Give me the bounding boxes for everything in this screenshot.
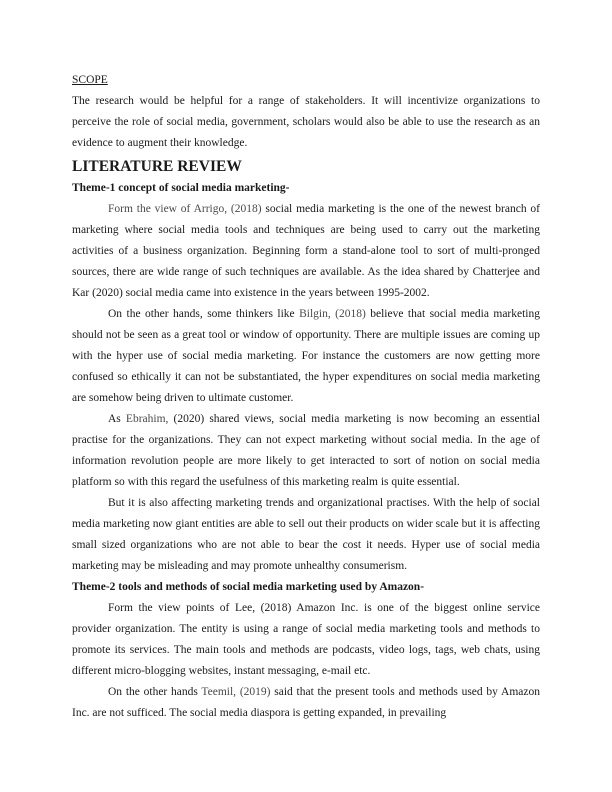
theme1-heading: Theme-1 concept of social media marketing-	[72, 182, 290, 194]
citation: Form the view of Arrigo, (2018)	[108, 203, 262, 215]
paragraph-lead: On the other hands, some thinkers like	[108, 308, 300, 320]
theme2-paragraph-1	[72, 598, 540, 682]
theme1-paragraph-4: But it is also affecting marketing trends and organizational practises. With the help of social media marketing now giant entities are able to sell out their products on wider scale but it is affecting small sized organizations who are not able to bear the cost it needs. Hyper use of social media marketing may be misleading and may promote unhealthy consumerism.	[72, 497, 540, 572]
citation: Bilgin, (2018)	[299, 308, 366, 320]
scope-paragraph: The research would be helpful for a range of stakeholders. It will incentivize organizations to perceive the role of social media, government, scholars would also be able to use the research as an evidence to augment their knowledge.	[72, 95, 540, 149]
theme2-paragraph-2	[72, 682, 540, 724]
paragraph-text: social media marketing is the one of the newest branch of marketing where social media tools and techniques are being used to carry out the marketing activities of a business organization. Beginning form a stand-alone tool to sort of multi-pronged sources, there are wide range of such techniques are available. As the idea shared by Chatterjee and Kar (2020) social media came into existence in the years between 1995-2002.	[72, 203, 540, 299]
document-page	[72, 70, 540, 724]
citation: Form the view points of Lee, (2018)	[108, 602, 292, 614]
paragraph-text: said that the present tools and methods used by Amazon Inc. are not sufficed. The social media diaspora is getting expanded, in prevailing	[72, 686, 541, 719]
scope-heading: SCOPE	[72, 74, 108, 86]
paragraph-text: Amazon Inc. is one of the biggest online service provider organization. The entity is using a range of social media marketing tools and methods to promote its services. The main tools and methods are podcasts, video logs, tags, web chats, using different micro-blogging websites, instant messaging, e-mail etc.	[72, 602, 540, 677]
paragraph-lead: On the other hands	[108, 686, 202, 698]
theme1-paragraph-2	[72, 304, 540, 409]
citation: Ebrahim,	[125, 413, 169, 425]
literature-review-heading: LITERATURE REVIEW	[72, 158, 242, 175]
theme1-paragraph-3	[72, 409, 540, 493]
theme2-heading: Theme-2 tools and methods of social media marketing used by Amazon-	[72, 581, 425, 593]
theme1-paragraph-1	[72, 199, 540, 304]
citation: Teemil, (2019)	[201, 686, 271, 698]
paragraph-text: (2020) shared views, social media marketing is now becoming an essential practise for the organizations. They can not expect marketing without social media. In the age of information revolution people are more likely to get interacted to sort of notion on social media platform so with this regard the usefulness of this marketing realm is quite essential.	[72, 413, 541, 488]
paragraph-lead: As	[108, 413, 126, 425]
paragraph-text: believe that social media marketing should not be seen as a great tool or window of opportunity. There are multiple issues are coming up with the hyper use of social media marketing. For instance the customers are now getting more confused so ethically it can not be substantiated, the hyper expenditures on social media marketing are somehow being driven to ultimate customer.	[72, 308, 540, 404]
